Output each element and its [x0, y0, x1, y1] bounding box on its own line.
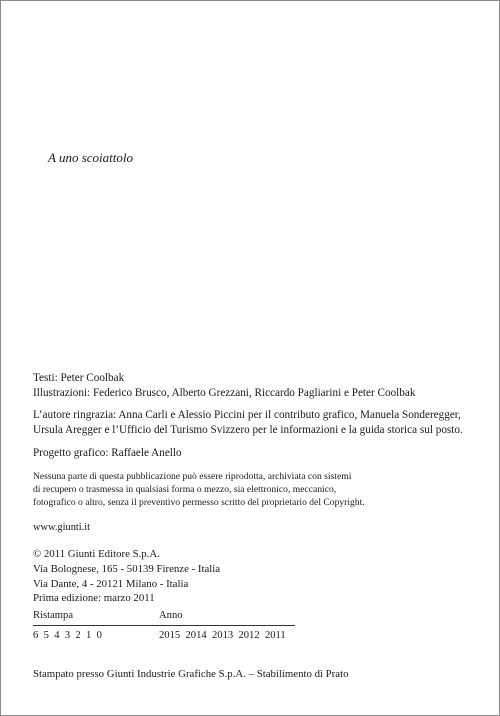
printer-notice: Stampato presso Giunti Industrie Grafiche S.p.A. – Stabilimento di Prato — [33, 668, 349, 680]
first-edition: Prima edizione: marzo 2011 — [33, 592, 155, 604]
notice-line-1: Nessuna parte di questa pubblicazione può essere riprodotta, archiviata con sistemi — [33, 471, 352, 482]
publisher-address-milano: Via Dante, 4 - 20121 Milano - Italia — [33, 578, 189, 590]
ristampa-label: Ristampa — [33, 610, 74, 621]
anno-label: Anno — [159, 610, 183, 621]
notice-line-2: di recupero o trasmessa in qualsiasi forma o mezzo, sia elettronico, meccanico, — [33, 484, 337, 495]
ristampa-values: 6 5 4 3 2 1 0 — [33, 630, 102, 641]
anno-values: 2015 2014 2013 2012 2011 — [159, 630, 286, 641]
credit-ringrazia-line-1: L’autore ringrazia: Anna Carli e Alessio Piccini per il contributo grafico, Manuela Sonderegger, — [33, 409, 461, 421]
publisher-copyright: © 2011 Giunti Editore S.p.A. — [33, 548, 160, 560]
printing-table-rule — [33, 625, 295, 626]
website: www.giunti.it — [33, 522, 91, 533]
credit-testi: Testi: Peter Coolbak — [33, 372, 125, 384]
publisher-address-firenze: Via Bolognese, 165 - 50139 Firenze - Italia — [33, 563, 221, 575]
credit-progetto: Progetto grafico: Raffaele Anello — [33, 447, 182, 459]
credit-ringrazia-line-2: Ursula Aregger e l’Ufficio del Turismo Svizzero per le informazioni e la guida storica sul posto. — [33, 424, 463, 436]
notice-line-3: fotografico o altro, senza il preventivo permesso scritto del proprietario del Copyright. — [33, 497, 365, 508]
dedication: A uno scoiattolo — [48, 150, 133, 165]
credit-illustrazioni: Illustrazioni: Federico Brusco, Alberto Grezzani, Riccardo Pagliarini e Peter Coolbak — [33, 387, 416, 399]
